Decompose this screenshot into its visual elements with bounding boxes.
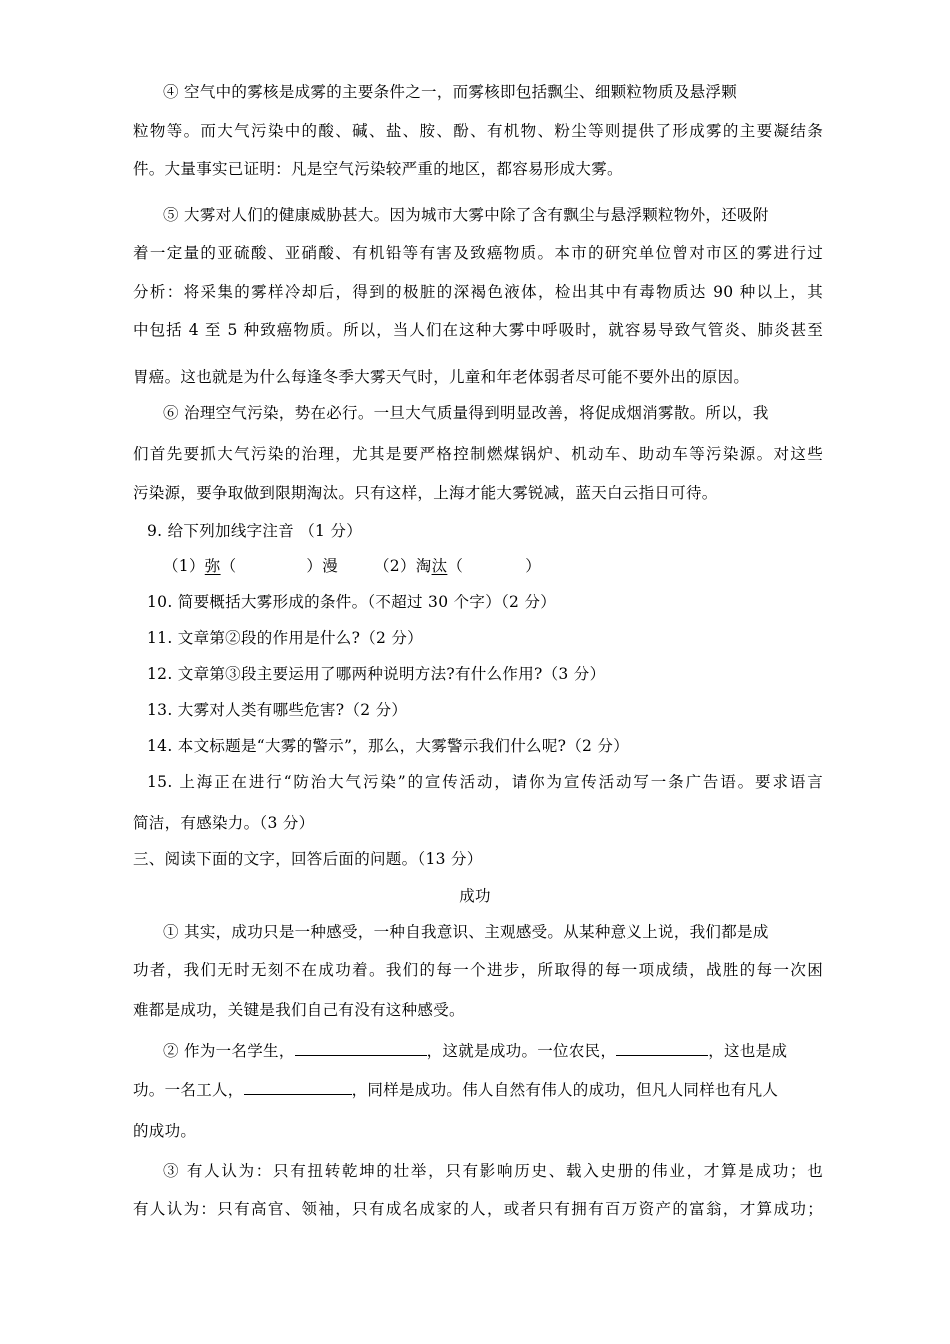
success-para1-line2: 功者，我们无时无刻不在成功着。我们的每一个进步，所取得的每一项成绩，战胜的每一次困 bbox=[133, 961, 823, 979]
para5-line2: 着一定量的亚硫酸、亚硝酸、有机铅等有害及致癌物质。本市的研究单位曾对市区的雾进行过 bbox=[133, 244, 823, 262]
para5-line4: 中包括 4 至 5 种致癌物质。所以，当人们在这种大雾中呼吸时，就容易导致气管炎、肺炎甚至 bbox=[133, 321, 823, 339]
q9-a-underlined-char: 弥 bbox=[204, 557, 221, 575]
success-para3-line1: ③ 有人认为：只有扭转乾坤的壮举，只有影响历史、载入史册的伟业，才算是成功；也 bbox=[163, 1162, 823, 1180]
question-9: 9. 给下列加线字注音 （1 分） bbox=[147, 522, 363, 540]
success-para3-line2: 有人认为：只有高官、领袖，只有成名成家的人，或者只有拥有百万资产的富翁，才算成功； bbox=[133, 1200, 823, 1218]
question-11: 11. 文章第②段的作用是什么?（2 分） bbox=[147, 629, 423, 647]
q9-a-paren-open: （ bbox=[220, 557, 237, 575]
para4-line3: 件。大量事实已证明：凡是空气污染较严重的地区，都容易形成大雾。 bbox=[133, 160, 623, 178]
passage-title: 成功 bbox=[459, 887, 491, 905]
success-para2-text-d: 功。一名工人， bbox=[133, 1081, 244, 1099]
q9-a-paren-close: ）漫 bbox=[306, 557, 338, 575]
fill-in-blank-student[interactable] bbox=[295, 1041, 427, 1056]
success-para2-line1 bbox=[163, 1041, 853, 1061]
success-para2-text-a: ② 作为一名学生， bbox=[163, 1042, 295, 1060]
para6-line2: 们首先要抓大气污染的治理，尤其是要严格控制燃煤锅炉、机动车、助动车等污染源。对这些 bbox=[133, 445, 823, 463]
question-12: 12. 文章第③段主要运用了哪两种说明方法?有什么作用?（3 分） bbox=[147, 665, 606, 683]
q9-b-paren-open: （ bbox=[447, 557, 464, 575]
success-para1-line3: 难都是成功，关键是我们自己有没有这种感受。 bbox=[133, 1001, 465, 1019]
question-9-items bbox=[163, 556, 853, 576]
success-para2-text-e: ，同样是成功。伟人自然有伟人的成功，但凡人同样也有凡人 bbox=[351, 1081, 779, 1099]
question-15-line2: 简洁，有感染力。（3 分） bbox=[133, 814, 315, 832]
para6-line3: 污染源，要争取做到限期淘汰。只有这样，上海才能大雾锐减，蓝天白云指日可待。 bbox=[133, 484, 718, 502]
success-para1-line1: ① 其实，成功只是一种感受，一种自我意识、主观感受。从某种意义上说，我们都是成 bbox=[163, 923, 769, 941]
fill-in-blank-farmer[interactable] bbox=[616, 1041, 708, 1056]
q9-b-paren-close: ） bbox=[525, 557, 541, 575]
fill-in-blank-worker[interactable] bbox=[244, 1080, 352, 1095]
question-15-line1: 15. 上海正在进行“防治大气污染”的宣传活动，请你为宣传活动写一条广告语。要求语言 bbox=[147, 773, 823, 791]
para5-line1: ⑤ 大雾对人们的健康威胁甚大。因为城市大雾中除了含有飘尘与悬浮颗粒物外，还吸附 bbox=[163, 206, 769, 224]
success-para2-text-b: ，这就是成功。一位农民， bbox=[426, 1042, 617, 1060]
question-10: 10. 简要概括大雾形成的条件。（不超过 30 个字）（2 分） bbox=[147, 593, 557, 611]
section-3-heading: 三、阅读下面的文字，回答后面的问题。（13 分） bbox=[133, 850, 483, 868]
q9-a-number: （1） bbox=[163, 557, 205, 575]
q9-b-underlined-char: 汰 bbox=[431, 557, 448, 575]
q9-b-number: （2）淘 bbox=[374, 557, 432, 575]
success-para2-line2 bbox=[133, 1080, 823, 1100]
para4-line2: 粒物等。而大气污染中的酸、碱、盐、胺、酚、有机物、粉尘等则提供了形成雾的主要凝结条 bbox=[133, 122, 823, 140]
success-para2-line3: 的成功。 bbox=[133, 1122, 197, 1140]
para5-line3: 分析：将采集的雾样冷却后，得到的极脏的深褐色液体，检出其中有毒物质达 90 种以上，其 bbox=[133, 283, 823, 301]
success-para2-text-c: ，这也是成 bbox=[708, 1042, 788, 1060]
question-13: 13. 大雾对人类有哪些危害?（2 分） bbox=[147, 701, 408, 719]
para5-line5: 胃癌。这也就是为什么每逢冬季大雾天气时，儿童和年老体弱者尽可能不要外出的原因。 bbox=[133, 368, 750, 386]
question-14: 14. 本文标题是“大雾的警示”，那么，大雾警示我们什么呢?（2 分） bbox=[147, 737, 630, 755]
para6-line1: ⑥ 治理空气污染，势在必行。一旦大气质量得到明显改善，将促成烟消雾散。所以，我 bbox=[163, 404, 769, 422]
para4-line1: ④ 空气中的雾核是成雾的主要条件之一，而雾核即包括飘尘、细颗粒物质及悬浮颗 bbox=[163, 83, 738, 101]
